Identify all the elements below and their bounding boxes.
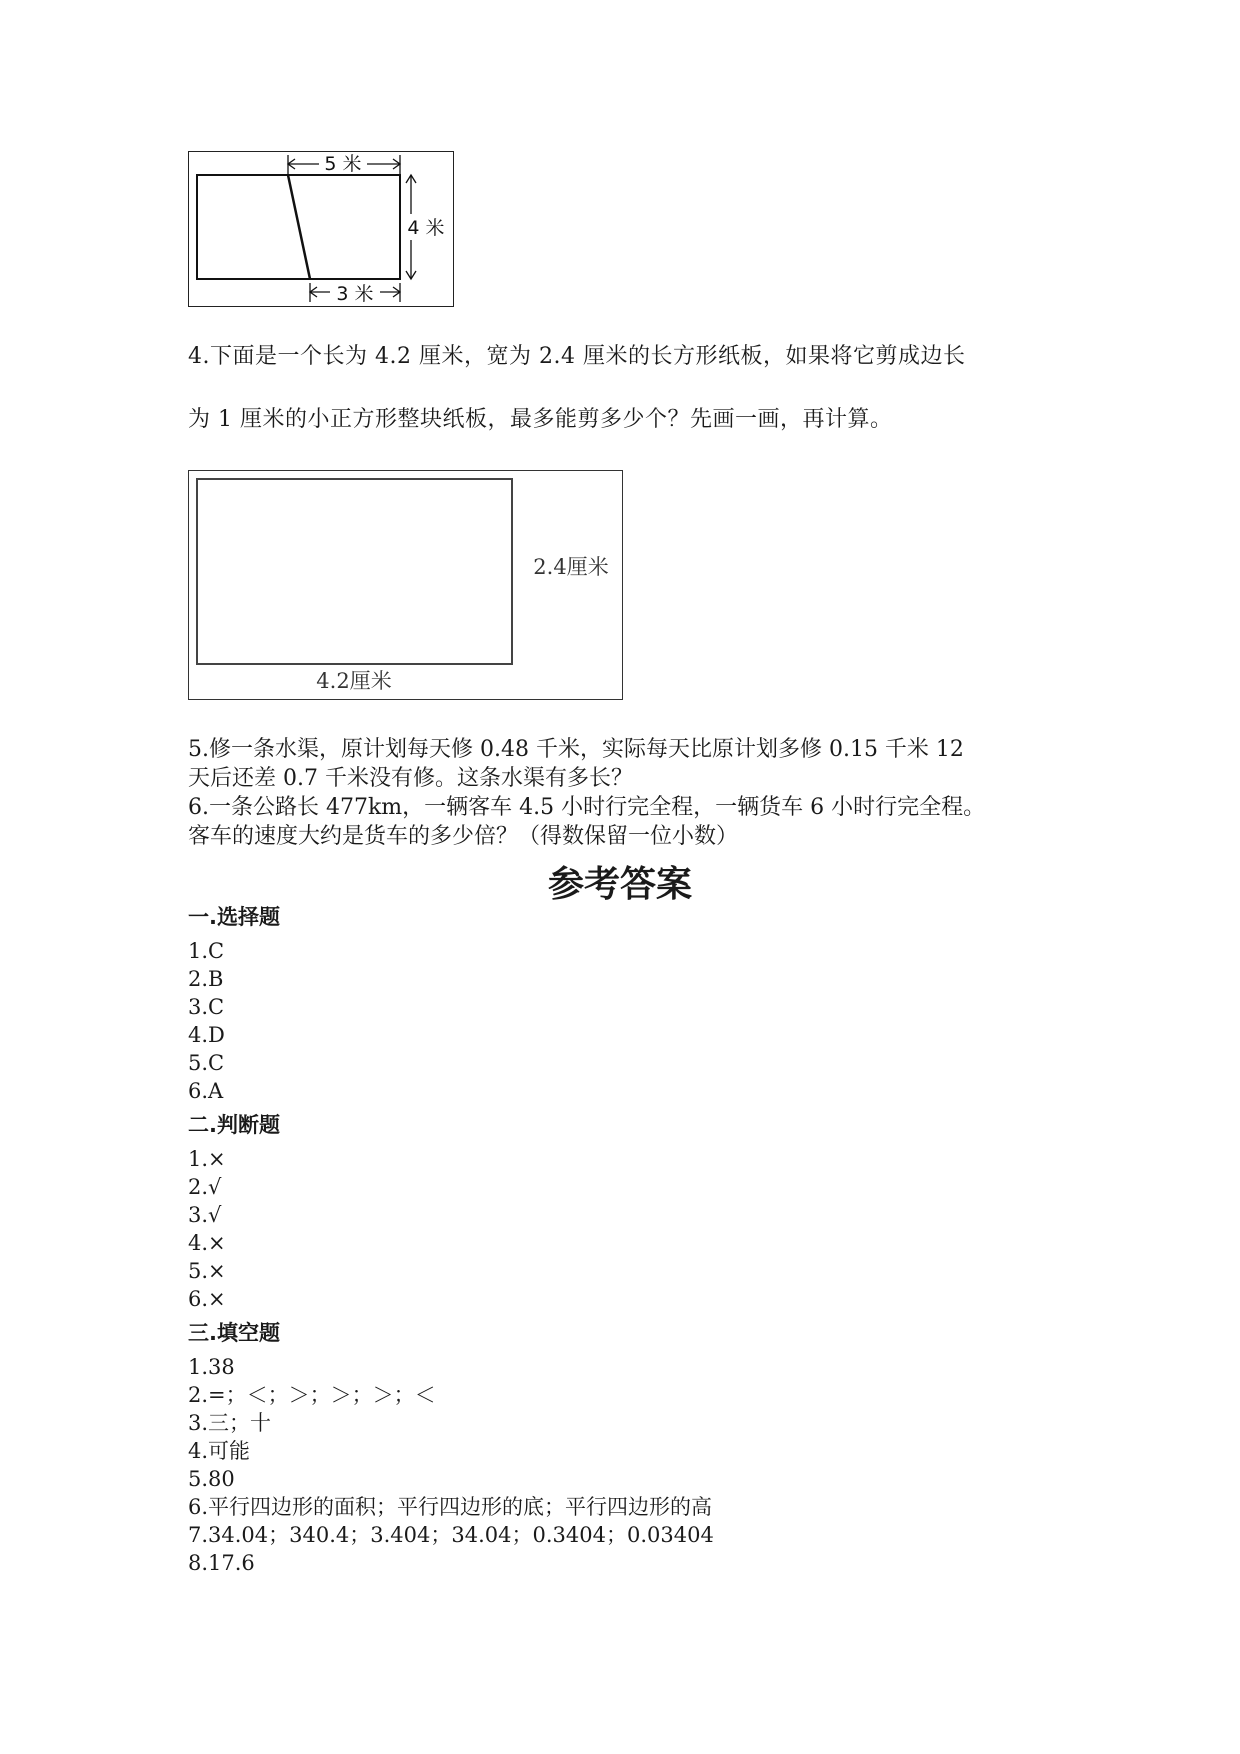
section-multiple-choice-heading: 一.选择题 bbox=[188, 905, 280, 929]
cut-line bbox=[288, 175, 310, 279]
answer-item: 4.× bbox=[188, 1231, 226, 1255]
question-6-line-2: 客车的速度大约是货车的多少倍？（得数保留一位小数） bbox=[188, 824, 739, 849]
section-true-false-heading: 二.判断题 bbox=[188, 1113, 280, 1137]
answer-item: 1.38 bbox=[188, 1355, 235, 1379]
answer-item: 8.17.6 bbox=[188, 1551, 255, 1575]
answer-item: 3.√ bbox=[188, 1203, 222, 1227]
answer-item: 7.34.04；340.4；3.404；34.04；0.3404；0.03404 bbox=[188, 1523, 714, 1547]
figure-rectangle-board bbox=[188, 470, 623, 700]
width-label: 2.4厘米 bbox=[533, 555, 609, 579]
question-4-line-2: 为 1 厘米的小正方形整块纸板，最多能剪多少个？先画一画，再计算。 bbox=[188, 407, 893, 432]
answer-item: 1.C bbox=[188, 939, 225, 963]
section-fill-in-heading: 三.填空题 bbox=[188, 1321, 280, 1345]
rectangle-diagram bbox=[189, 471, 622, 699]
figure-trapezoid-cut bbox=[188, 151, 454, 307]
answer-item: 5.C bbox=[188, 1051, 225, 1075]
board-rectangle bbox=[197, 479, 512, 664]
question-4-line-1: 4.下面是一个长为 4.2 厘米，宽为 2.4 厘米的长方形纸板，如果将它剪成边长 bbox=[188, 344, 966, 369]
answer-item: 2.=；＜；＞；＞；＞；＜ bbox=[188, 1383, 436, 1407]
answer-item: 2.√ bbox=[188, 1175, 222, 1199]
answer-item: 6.× bbox=[188, 1287, 226, 1311]
answer-item: 3.三；十 bbox=[188, 1411, 272, 1435]
answer-item: 4.D bbox=[188, 1023, 225, 1047]
answer-item: 3.C bbox=[188, 995, 225, 1019]
top-length-label: 5 米 bbox=[324, 153, 362, 175]
answer-item: 5.80 bbox=[188, 1467, 235, 1491]
answer-item: 2.B bbox=[188, 967, 224, 991]
trapezoid-diagram bbox=[189, 152, 453, 306]
question-5-line-1: 5.修一条水渠，原计划每天修 0.48 千米，实际每天比原计划多修 0.15 千米 12 bbox=[188, 737, 964, 762]
answer-item: 1.× bbox=[188, 1147, 226, 1171]
height-label: 4 米 bbox=[407, 217, 445, 239]
question-6-line-1: 6.一条公路长 477km，一辆客车 4.5 小时行完全程，一辆货车 6 小时行完全程。 bbox=[188, 795, 986, 820]
bottom-length-label: 3 米 bbox=[336, 283, 374, 305]
answer-item: 4.可能 bbox=[188, 1439, 251, 1463]
answer-item: 5.× bbox=[188, 1259, 226, 1283]
question-5-line-2: 天后还差 0.7 千米没有修。这条水渠有多长？ bbox=[188, 766, 633, 791]
answer-item: 6.A bbox=[188, 1079, 224, 1103]
answer-key-title: 参考答案 bbox=[547, 864, 692, 905]
answer-item: 6.平行四边形的面积；平行四边形的底；平行四边形的高 bbox=[188, 1495, 713, 1519]
length-label: 4.2厘米 bbox=[316, 669, 392, 693]
